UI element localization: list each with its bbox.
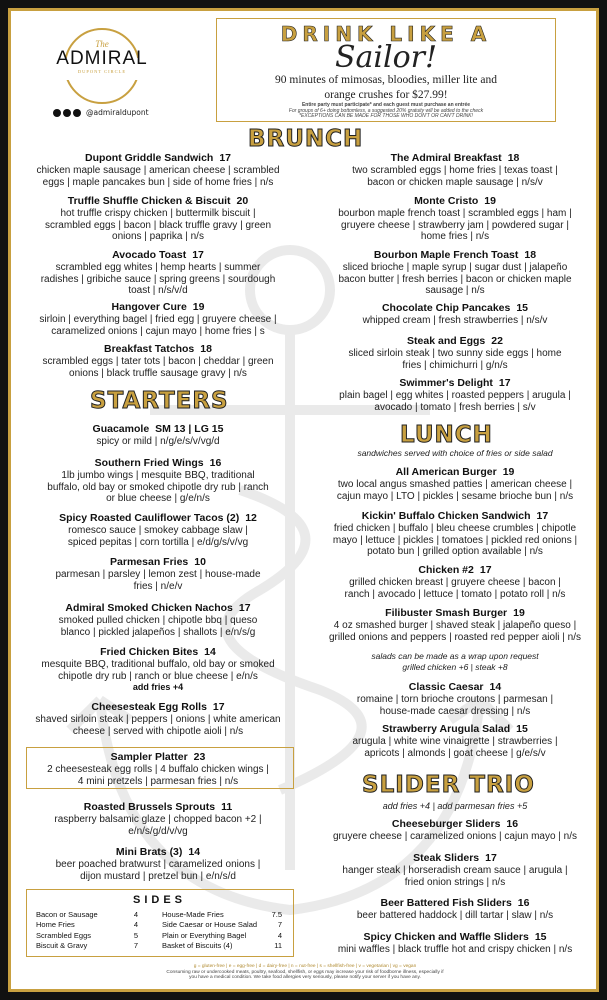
item-name	[310, 195, 600, 208]
item-description: parmesan | parsley | lemon zest | house-made	[55, 569, 261, 580]
item-title: Steak and Eggs	[407, 335, 486, 347]
item-title: The Admiral Breakfast	[390, 152, 502, 164]
item-price: 22	[491, 335, 503, 347]
item-price: 20	[236, 195, 249, 207]
menu-item	[20, 701, 296, 737]
item-description: scrambled eggs | bacon | black truffle gravy | green	[44, 219, 272, 231]
item-description: e/n/s/g/d/v/vg	[128, 825, 188, 837]
item-price: 17	[498, 377, 511, 389]
item-name	[20, 343, 296, 356]
item-price: 23	[193, 751, 206, 763]
item-title: Classic Caesar	[408, 681, 484, 693]
item-description: 2 cheesesteak egg rolls | 4 buffalo chicken wings |	[47, 764, 269, 775]
item-description: 4 oz smashed burger | shaved steak | jalapeño queso |	[333, 620, 577, 631]
side-name: Scrambled Eggs	[36, 930, 92, 940]
item-name	[20, 512, 296, 525]
item-name	[310, 818, 600, 831]
item-description: spiced pepitas | corn tortilla | e/d/g/s/v/vg	[67, 536, 249, 548]
item-price: 17	[192, 249, 204, 261]
item-description: chipotle dry rub | ranch or blue cheese | e/n/s	[58, 670, 258, 682]
consumer-warning-2: you have a medical condition. We take food allergies very seriously, please notify your server if you have any.	[189, 975, 421, 981]
side-name: Plain or Everything Bagel	[162, 930, 247, 940]
item-description: apricots | almonds | goat cheese | g/e/s/v	[364, 747, 546, 759]
menu-item	[310, 152, 600, 188]
item-name	[310, 897, 600, 910]
item-price: 18	[200, 343, 212, 355]
item-description: two local angus smashed patties | american cheese |	[337, 479, 573, 490]
item-title: Beer Battered Fish Sliders	[380, 897, 512, 909]
twitter-icon[interactable]	[73, 109, 81, 117]
slider-heading: SLIDER TRIO	[362, 772, 535, 798]
item-name	[310, 510, 600, 523]
item-description: mayo | lettuce | pickles | tomatoes | pickled red onions |	[332, 534, 578, 546]
menu-item	[20, 152, 296, 188]
side-name: Biscuit & Gravy	[36, 941, 88, 951]
menu-item	[20, 195, 296, 243]
item-description: sliced brioche | maple syrup | sugar dust | jalapeño	[342, 262, 568, 273]
menu-item	[310, 249, 600, 297]
item-price: 14	[188, 846, 201, 858]
item-price: 15	[516, 723, 528, 735]
item-title: Guacamole	[92, 423, 150, 435]
item-title: Roasted Brussels Sprouts	[83, 801, 216, 813]
item-description: dijon mustard | pretzel bun | e/n/s/d	[80, 870, 236, 882]
item-description: bourbon maple french toast | scrambled eggs | ham |	[338, 208, 572, 219]
item-name	[20, 152, 296, 165]
item-name	[310, 564, 600, 577]
side-price: 7	[277, 920, 282, 930]
item-price: 18	[524, 249, 537, 261]
side-price: 5	[133, 930, 138, 940]
item-title: Monte Cristo	[414, 195, 479, 207]
item-description: mesquite BBQ, traditional buffalo, old bay or smoked	[41, 659, 275, 670]
item-title: Strawberry Arugula Salad	[382, 723, 511, 735]
item-description: shaved sirloin steak | peppers | onions | white american	[35, 714, 281, 725]
menu-item	[310, 852, 600, 888]
item-description: whipped cream | fresh strawberries | n/s/v	[362, 315, 548, 326]
item-title: Chicken #2	[418, 564, 474, 576]
item-name	[310, 852, 600, 865]
item-description: cheese | served with chipotle aioli | n/s	[72, 725, 244, 737]
item-description: spicy or mild | n/g/e/s/v/vg/d	[96, 436, 220, 447]
item-addon: add fries +4	[132, 682, 184, 692]
item-title: Truffle Shuffle Chicken & Biscuit	[67, 195, 231, 207]
item-name	[310, 681, 600, 694]
item-name	[20, 701, 296, 714]
item-title: Chocolate Chip Pancakes	[381, 302, 511, 314]
item-title: All American Burger	[395, 466, 497, 478]
item-title: Sampler Platter	[110, 751, 188, 763]
item-description: bacon or chicken maple sausage | n/s/v	[367, 176, 543, 188]
item-name	[20, 602, 296, 615]
menu-item	[310, 564, 600, 600]
menu-item	[20, 301, 296, 337]
item-price: 17	[479, 564, 492, 576]
item-name	[20, 801, 296, 814]
item-price: 19	[484, 195, 496, 207]
item-description: gruyere cheese | strawberry jam | powdered sugar |	[341, 219, 569, 231]
item-price: 15	[516, 302, 529, 314]
item-name	[20, 646, 296, 659]
sides-heading: SIDES	[133, 894, 187, 906]
brunch-heading: BRUNCH	[248, 126, 364, 152]
item-description: arugula | white wine vinaigrette | strawberries |	[352, 736, 558, 747]
side-item	[162, 941, 282, 951]
menu-item	[310, 510, 600, 558]
item-description: chicken maple sausage | american cheese | scrambled	[36, 165, 280, 176]
item-description: buffalo, old bay or smoked chipotle dry rub | ranch	[47, 481, 269, 493]
item-description: fried chicken | buffalo | bleu cheese crumbles | chipotle	[333, 523, 577, 534]
item-price: 17	[536, 510, 549, 522]
side-item	[162, 920, 282, 930]
menu-item	[310, 302, 600, 327]
item-title: Parmesan Fries	[110, 556, 189, 568]
instagram-icon[interactable]	[63, 109, 71, 117]
side-item	[162, 931, 282, 941]
item-description: beer battered haddock | dill tartar | slaw | n/s	[356, 910, 554, 921]
item-name	[20, 556, 296, 569]
item-description: scrambled eggs | tater tots | bacon | cheddar | green	[42, 356, 274, 367]
item-description: toast | n/s/v/d	[128, 285, 188, 296]
item-description: 1lb jumbo wings | mesquite BBQ, traditional	[61, 470, 255, 481]
menu-item	[310, 818, 600, 843]
lunch-note: sandwiches served with choice of fries or side salad	[357, 448, 553, 458]
item-price: 17	[212, 701, 225, 713]
item-description: home fries | n/s	[420, 231, 490, 242]
item-name	[310, 931, 600, 944]
item-description: avocado | tomato | fresh berries | s/v	[374, 401, 536, 413]
item-name	[20, 457, 296, 470]
side-price: 11	[274, 941, 282, 951]
item-description: grilled onions and peppers | roasted red pepper aioli | n/s	[328, 631, 582, 643]
side-item	[36, 931, 138, 941]
item-description: caramelized onions | cajun mayo | home fries | s	[51, 325, 265, 337]
promo-desc-2: orange crushes for $27.99!	[324, 89, 448, 101]
item-description: raspberry balsamic glaze | chopped bacon +2 |	[54, 814, 262, 825]
item-description: two scrambled eggs | home fries | texas toast |	[352, 165, 558, 176]
side-name: Side Caesar or House Salad	[162, 920, 258, 930]
side-price: 7	[133, 941, 138, 951]
social-links	[53, 108, 149, 117]
menu-item	[20, 343, 296, 379]
menu-item	[310, 466, 600, 502]
item-title: Kickin' Buffalo Chicken Sandwich	[361, 510, 531, 522]
item-description: plain bagel | egg whites | roasted peppers | arugula |	[339, 390, 571, 401]
menu-item	[310, 897, 600, 922]
dietary-legend: g = gluten-free | e = egg-free | d = dairy-free | n = nut-free | s = shellfish-free | v = vegetarian | vg = vegan	[193, 964, 417, 969]
menu-item	[20, 423, 296, 448]
item-title: Filibuster Smash Burger	[385, 607, 508, 619]
footer	[100, 964, 510, 981]
promo-note-1: Entire party must participate* and each guest must purchase an entrée	[301, 102, 471, 108]
promo-desc-1: 90 minutes of mimosas, bloodies, miller lite and	[275, 74, 497, 86]
promo-title: DRINK LIKE A	[280, 22, 492, 46]
item-title: Cheesesteak Egg Rolls	[91, 701, 207, 713]
item-title: Breakfast Tatchos	[104, 343, 195, 355]
item-name	[310, 335, 600, 348]
item-title: Southern Fried Wings	[94, 457, 204, 469]
menu-item	[310, 681, 600, 717]
item-name	[310, 377, 600, 390]
item-title: Avocado Toast	[112, 249, 187, 261]
item-description: sliced sirloin steak | two sunny side eggs | home	[348, 348, 562, 359]
item-price: 11	[221, 801, 233, 813]
logo-text	[42, 39, 162, 74]
menu-item	[310, 195, 600, 243]
promo-note-2: For groups of 6+ doing bottomless, a suggested 20% gratuity will be added to the check	[288, 107, 484, 114]
item-description: hanger steak | horseradish cream sauce | arugula |	[342, 865, 568, 876]
item-price: 16	[517, 897, 530, 909]
side-name: House-Made Fries	[162, 910, 224, 919]
starters-heading: STARTERS	[90, 388, 229, 414]
menu-item	[20, 846, 296, 882]
item-price: 19	[192, 301, 205, 313]
item-description: 4 mini pretzels | parmesan fries | n/s	[77, 775, 239, 787]
item-price: 10	[194, 556, 206, 568]
item-title: Mini Brats (3)	[115, 846, 183, 858]
item-description: fried onion strings | n/s	[404, 876, 506, 888]
item-price: 12	[245, 512, 257, 524]
item-description: mini waffles | black truffle hot and crispy chicken | n/s	[337, 944, 573, 955]
item-price: 16	[506, 818, 519, 830]
item-title: Swimmer's Delight	[399, 377, 493, 389]
item-description: scrambled egg whites | hemp hearts | summer	[55, 262, 261, 273]
side-name: Home Fries	[36, 920, 75, 930]
item-title: Spicy Roasted Cauliflower Tacos (2)	[59, 512, 240, 524]
side-item	[36, 920, 138, 930]
salad-note-2: grilled chicken +6 | steak +8	[402, 662, 508, 672]
promo-note-3: *EXCEPTIONS CAN BE MADE FOR THOSE WHO DON'T OR CAN'T DRINK!	[299, 113, 473, 120]
side-item	[36, 910, 138, 920]
item-description: fries | chimichurri | g/n/s	[402, 359, 508, 371]
item-description: radishes | gribiche sauce | spring greens | sourdough	[40, 273, 276, 285]
item-price: 14	[489, 681, 502, 693]
item-description: blanco | pickled jalapeños | shallots | e/n/s/g	[60, 626, 256, 638]
item-title: Fried Chicken Bites	[100, 646, 199, 658]
consumer-warning-1: Consuming raw or undercooked meats, poultry, seafood, shellfish, or eggs may increase your risk of foodborne illness, especially if	[166, 969, 444, 975]
item-name	[310, 607, 600, 620]
item-price: SM 13 | LG 15	[155, 423, 224, 435]
item-price: 17	[485, 852, 497, 864]
item-name	[20, 249, 296, 262]
item-price: 19	[513, 607, 525, 619]
item-description: fries | n/e/v	[133, 580, 183, 592]
item-title: Spicy Chicken and Waffle Sliders	[363, 931, 529, 943]
item-description: bacon butter | fresh berries | bacon or chicken maple	[338, 273, 572, 285]
menu-item	[310, 377, 600, 413]
side-item	[36, 941, 138, 951]
item-title: Hangover Cure	[111, 301, 187, 313]
item-price: 17	[238, 602, 251, 614]
menu-item	[20, 457, 296, 505]
menu-item	[310, 335, 600, 371]
menu-item	[20, 602, 296, 638]
menu-item	[20, 512, 296, 548]
menu-item	[310, 931, 600, 956]
slider-note: add fries +4 | add parmesan fries +5	[382, 801, 528, 811]
side-name: Basket of Biscuits (4)	[162, 941, 233, 951]
item-title: Steak Sliders	[413, 852, 480, 864]
side-price: 4	[133, 910, 138, 919]
bottomless-promo-box	[216, 18, 556, 122]
item-description: romesco sauce | smokey cabbage slaw |	[68, 525, 248, 536]
item-price: 15	[534, 931, 547, 943]
item-description: ranch | avocado | lettuce | tomato | potato roll | n/s	[344, 588, 566, 600]
logo-sub: DUPONT CIRCLE	[77, 69, 127, 74]
menu-item	[20, 249, 296, 297]
item-description: or blue cheese | g/e/n/s	[106, 493, 210, 504]
logo-name: ADMIRAL	[56, 48, 148, 69]
item-description: smoked pulled chicken | chipotle bbq | queso	[58, 615, 258, 626]
item-name	[20, 423, 296, 436]
lunch-heading: LUNCH	[400, 422, 493, 448]
menu-item	[310, 607, 600, 643]
item-name	[310, 723, 600, 736]
item-title: Dupont Griddle Sandwich	[84, 152, 214, 164]
item-description: romaine | torn brioche croutons | parmesan |	[356, 694, 554, 705]
item-name	[20, 301, 296, 314]
item-description: potato bun | grilled option available | n/s	[367, 546, 543, 557]
item-description: cajun mayo | LTO | pickles | sesame brioche bun | n/s	[336, 490, 574, 502]
sampler-box	[26, 747, 294, 789]
item-description: onions | black truffle sausage gravy | n/s	[69, 367, 247, 379]
item-name	[310, 302, 600, 315]
menu-item	[20, 646, 296, 693]
logo-top: The	[95, 39, 109, 49]
side-item	[162, 910, 282, 920]
item-name	[310, 249, 600, 262]
promo-title-script: Sailor!	[334, 40, 438, 75]
side-price: 7.5	[271, 910, 282, 919]
item-title: Admiral Smoked Chicken Nachos	[65, 602, 233, 614]
item-price: 17	[219, 152, 232, 164]
item-title: Bourbon Maple French Toast	[373, 249, 519, 261]
menu-item	[20, 556, 296, 592]
item-description: beer poached bratwurst | caramelized onions |	[55, 859, 261, 870]
item-name	[20, 195, 296, 208]
social-handle[interactable]: @admiraldupont	[86, 108, 149, 117]
item-price: 18	[507, 152, 520, 164]
item-name	[20, 846, 296, 859]
side-name: Bacon or Sausage	[36, 910, 98, 919]
item-description: hot truffle crispy chicken | buttermilk biscuit |	[60, 208, 256, 219]
item-description: sausage | n/s	[425, 285, 485, 296]
item-price: 14	[204, 646, 216, 658]
item-description: eggs | maple pancakes bun | side of home fries | n/s	[42, 176, 274, 188]
item-description: onions | paprika | n/s	[112, 231, 204, 242]
item-name	[310, 152, 600, 165]
side-price: 4	[277, 930, 282, 940]
side-price: 4	[133, 920, 138, 930]
menu-item	[310, 723, 600, 759]
item-description: house-made caesar dressing | n/s	[379, 705, 531, 717]
item-price: 19	[502, 466, 515, 478]
menu-item	[20, 801, 296, 837]
salad-note-1: salads can be made as a wrap upon request	[371, 651, 539, 661]
facebook-icon[interactable]	[53, 109, 61, 117]
item-title: Cheeseburger Sliders	[391, 818, 501, 830]
item-description: sirloin | everything bagel | fried egg | gruyere cheese |	[39, 314, 277, 325]
item-description: gruyere cheese | caramelized onions | cajun mayo | n/s	[332, 831, 578, 842]
item-description: grilled chicken breast | gruyere cheese | bacon |	[349, 577, 561, 588]
item-price: 16	[209, 457, 222, 469]
item-name	[310, 466, 600, 479]
